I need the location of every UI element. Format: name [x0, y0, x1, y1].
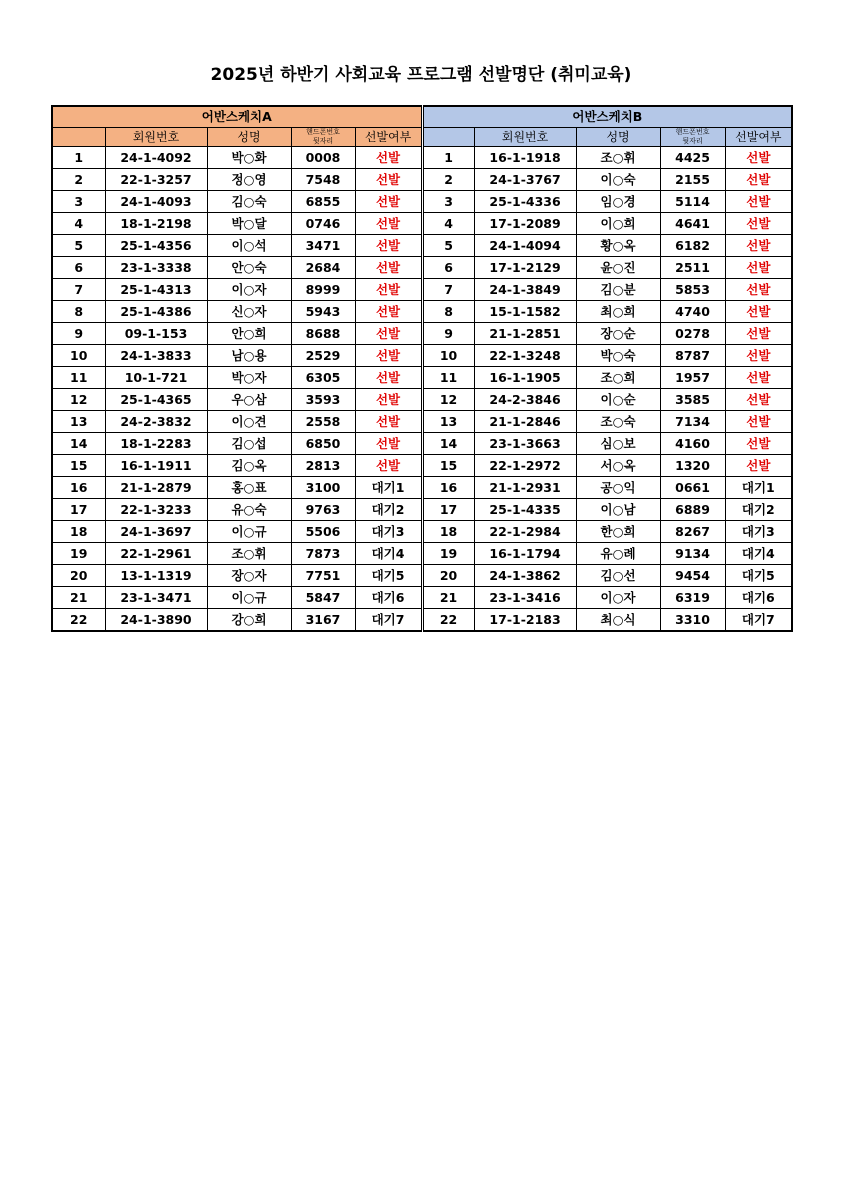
page-title: 2025년 하반기 사회교육 프로그램 선발명단 (취미교육): [210, 65, 632, 85]
row-number-a: 4: [52, 213, 105, 235]
row-number-b: 17: [422, 499, 474, 521]
table-row: [52, 521, 792, 543]
row-number-b: 18: [422, 521, 474, 543]
member-id-a: 24-1-3833: [105, 345, 207, 367]
row-number-b: 12: [422, 389, 474, 411]
phone-last4-a: 3593: [291, 389, 355, 411]
row-number-b: 6: [422, 257, 474, 279]
row-number-a: 17: [52, 499, 105, 521]
phone-last4-a: 8688: [291, 323, 355, 345]
member-id-b: 24-1-3849: [474, 279, 576, 301]
member-name-b: 장○순: [576, 323, 660, 345]
selection-status-a: 선발: [355, 345, 422, 367]
row-number-b: 5: [422, 235, 474, 257]
row-number-b: 10: [422, 345, 474, 367]
row-number-a: 13: [52, 411, 105, 433]
row-number-a: 18: [52, 521, 105, 543]
member-name-b: 조○숙: [576, 411, 660, 433]
table-row: [52, 279, 792, 301]
member-id-b: 22-1-3248: [474, 345, 576, 367]
member-id-a: 22-1-2961: [105, 543, 207, 565]
row-number-a: 8: [52, 301, 105, 323]
selection-status-a: 선발: [355, 455, 422, 477]
member-name-a: 안○희: [207, 323, 291, 345]
row-number-a: 20: [52, 565, 105, 587]
selection-status-a: 선발: [355, 411, 422, 433]
phone-last4-b: 4160: [660, 433, 725, 455]
phone-last4-a: 2684: [291, 257, 355, 279]
phone-last4-b: 4740: [660, 301, 725, 323]
member-id-b: 17-1-2183: [474, 609, 576, 632]
member-id-a: 24-2-3832: [105, 411, 207, 433]
row-number-a: 14: [52, 433, 105, 455]
member-name-b: 윤○진: [576, 257, 660, 279]
phone-last4-a: 2529: [291, 345, 355, 367]
table-row: [52, 499, 792, 521]
member-name-a: 박○달: [207, 213, 291, 235]
table-row: [52, 433, 792, 455]
row-number-a: 11: [52, 367, 105, 389]
col-header-status-b: 선발여부: [725, 128, 792, 147]
member-name-b: 공○익: [576, 477, 660, 499]
member-id-b: 17-1-2089: [474, 213, 576, 235]
selection-status-b: 선발: [725, 235, 792, 257]
phone-last4-b: 4641: [660, 213, 725, 235]
member-name-b: 이○숙: [576, 169, 660, 191]
row-number-a: 16: [52, 477, 105, 499]
phone-last4-b: 1957: [660, 367, 725, 389]
phone-last4-a: 5506: [291, 521, 355, 543]
member-name-a: 이○석: [207, 235, 291, 257]
selection-status-b: 선발: [725, 213, 792, 235]
phone-last4-b: 4425: [660, 147, 725, 169]
member-name-a: 우○삼: [207, 389, 291, 411]
selection-status-a: 대기6: [355, 587, 422, 609]
selection-status-b: 대기4: [725, 543, 792, 565]
row-number-a: 7: [52, 279, 105, 301]
selection-status-b: 대기6: [725, 587, 792, 609]
member-id-a: 18-1-2198: [105, 213, 207, 235]
member-name-b: 임○경: [576, 191, 660, 213]
table-row: [52, 191, 792, 213]
selection-status-a: 선발: [355, 257, 422, 279]
member-name-a: 이○규: [207, 521, 291, 543]
col-header-no-a: [52, 128, 105, 147]
member-name-b: 이○희: [576, 213, 660, 235]
row-number-b: 14: [422, 433, 474, 455]
member-id-a: 23-1-3471: [105, 587, 207, 609]
table-row: [52, 345, 792, 367]
row-number-a: 6: [52, 257, 105, 279]
member-id-b: 23-1-3663: [474, 433, 576, 455]
member-name-b: 최○식: [576, 609, 660, 632]
phone-last4-a: 9763: [291, 499, 355, 521]
member-id-a: 25-1-4313: [105, 279, 207, 301]
selection-status-a: 선발: [355, 235, 422, 257]
table-row: [52, 301, 792, 323]
member-id-b: 21-1-2851: [474, 323, 576, 345]
row-number-b: 1: [422, 147, 474, 169]
member-id-b: 24-1-3862: [474, 565, 576, 587]
phone-last4-b: 0278: [660, 323, 725, 345]
member-name-a: 박○자: [207, 367, 291, 389]
member-id-a: 22-1-3257: [105, 169, 207, 191]
member-id-b: 25-1-4336: [474, 191, 576, 213]
selection-status-a: 선발: [355, 191, 422, 213]
selection-status-b: 대기2: [725, 499, 792, 521]
selection-status-b: 선발: [725, 411, 792, 433]
selection-status-b: 선발: [725, 433, 792, 455]
selection-status-b: 선발: [725, 301, 792, 323]
phone-last4-a: 3100: [291, 477, 355, 499]
row-number-b: 15: [422, 455, 474, 477]
member-name-a: 김○옥: [207, 455, 291, 477]
col-header-member-id-b: 회원번호: [474, 128, 576, 147]
selection-status-a: 선발: [355, 279, 422, 301]
phone-last4-b: 1320: [660, 455, 725, 477]
row-number-a: 10: [52, 345, 105, 367]
phone-last4-b: 6319: [660, 587, 725, 609]
member-id-b: 16-1-1905: [474, 367, 576, 389]
row-number-b: 3: [422, 191, 474, 213]
selection-status-b: 선발: [725, 147, 792, 169]
row-number-a: 19: [52, 543, 105, 565]
col-header-status-a: 선발여부: [355, 128, 422, 147]
selection-status-a: 대기3: [355, 521, 422, 543]
selection-status-b: 선발: [725, 257, 792, 279]
member-name-a: 남○용: [207, 345, 291, 367]
member-id-b: 21-1-2846: [474, 411, 576, 433]
table-row: [52, 477, 792, 499]
selection-status-b: 선발: [725, 367, 792, 389]
row-number-b: 16: [422, 477, 474, 499]
member-name-b: 김○선: [576, 565, 660, 587]
selection-status-a: 대기5: [355, 565, 422, 587]
row-number-a: 12: [52, 389, 105, 411]
member-name-b: 한○희: [576, 521, 660, 543]
member-id-b: 15-1-1582: [474, 301, 576, 323]
member-id-a: 18-1-2283: [105, 433, 207, 455]
member-id-a: 25-1-4386: [105, 301, 207, 323]
table-row: [52, 213, 792, 235]
row-number-b: 9: [422, 323, 474, 345]
phone-last4-b: 7134: [660, 411, 725, 433]
col-header-name-a: 성명: [207, 128, 291, 147]
member-id-a: 21-1-2879: [105, 477, 207, 499]
phone-last4-a: 7548: [291, 169, 355, 191]
row-number-b: 22: [422, 609, 474, 632]
selection-status-b: 선발: [725, 279, 792, 301]
phone-last4-a: 8999: [291, 279, 355, 301]
col-header-phone-b: [660, 128, 725, 147]
member-id-b: 24-2-3846: [474, 389, 576, 411]
member-id-a: 22-1-3233: [105, 499, 207, 521]
table-row: [52, 411, 792, 433]
member-id-a: 25-1-4356: [105, 235, 207, 257]
selection-status-a: 선발: [355, 433, 422, 455]
phone-last4-b: 9454: [660, 565, 725, 587]
row-number-a: 15: [52, 455, 105, 477]
member-name-a: 이○견: [207, 411, 291, 433]
row-number-a: 1: [52, 147, 105, 169]
member-name-a: 김○숙: [207, 191, 291, 213]
selection-status-a: 선발: [355, 169, 422, 191]
col-header-member-id-a: 회원번호: [105, 128, 207, 147]
selection-status-a: 선발: [355, 213, 422, 235]
phone-last4-a: 6305: [291, 367, 355, 389]
member-name-a: 이○규: [207, 587, 291, 609]
phone-last4-b: 5853: [660, 279, 725, 301]
member-id-a: 10-1-721: [105, 367, 207, 389]
col-header-phone-b-label: 핸드폰번호 뒷자리: [675, 128, 710, 145]
row-number-b: 7: [422, 279, 474, 301]
selection-roster-table: [51, 105, 793, 632]
row-number-b: 13: [422, 411, 474, 433]
member-id-a: 09-1-153: [105, 323, 207, 345]
row-number-a: 2: [52, 169, 105, 191]
phone-last4-b: 8267: [660, 521, 725, 543]
row-number-b: 11: [422, 367, 474, 389]
phone-last4-b: 2511: [660, 257, 725, 279]
member-name-b: 이○남: [576, 499, 660, 521]
selection-status-a: 선발: [355, 147, 422, 169]
phone-last4-b: 5114: [660, 191, 725, 213]
row-number-a: 5: [52, 235, 105, 257]
table-row: [52, 147, 792, 169]
selection-status-b: 선발: [725, 169, 792, 191]
selection-status-a: 선발: [355, 301, 422, 323]
phone-last4-a: 5943: [291, 301, 355, 323]
phone-last4-a: 7751: [291, 565, 355, 587]
row-number-a: 3: [52, 191, 105, 213]
selection-status-a: 대기1: [355, 477, 422, 499]
member-id-a: 24-1-3697: [105, 521, 207, 543]
column-header-row: [52, 128, 792, 147]
row-number-a: 21: [52, 587, 105, 609]
member-name-a: 정○영: [207, 169, 291, 191]
row-number-b: 4: [422, 213, 474, 235]
table-row: [52, 587, 792, 609]
member-name-a: 이○자: [207, 279, 291, 301]
table-row: [52, 455, 792, 477]
selection-status-b: 선발: [725, 455, 792, 477]
member-name-b: 김○분: [576, 279, 660, 301]
member-name-a: 신○자: [207, 301, 291, 323]
table-row: [52, 323, 792, 345]
table-row: [52, 169, 792, 191]
member-name-a: 강○희: [207, 609, 291, 632]
member-name-b: 유○례: [576, 543, 660, 565]
phone-last4-b: 0661: [660, 477, 725, 499]
selection-status-b: 선발: [725, 389, 792, 411]
table-row: [52, 257, 792, 279]
selection-status-a: 대기4: [355, 543, 422, 565]
col-header-no-b: [422, 128, 474, 147]
table-row: [52, 543, 792, 565]
member-id-a: 23-1-3338: [105, 257, 207, 279]
member-name-b: 서○옥: [576, 455, 660, 477]
phone-last4-b: 8787: [660, 345, 725, 367]
member-name-b: 황○옥: [576, 235, 660, 257]
member-name-a: 홍○표: [207, 477, 291, 499]
col-header-name-b: 성명: [576, 128, 660, 147]
member-name-a: 조○휘: [207, 543, 291, 565]
member-name-b: 조○희: [576, 367, 660, 389]
selection-status-b: 선발: [725, 345, 792, 367]
selection-status-b: 선발: [725, 191, 792, 213]
phone-last4-a: 7873: [291, 543, 355, 565]
member-id-b: 23-1-3416: [474, 587, 576, 609]
member-id-b: 22-1-2972: [474, 455, 576, 477]
phone-last4-a: 5847: [291, 587, 355, 609]
member-name-a: 안○숙: [207, 257, 291, 279]
table-row: [52, 367, 792, 389]
member-name-b: 이○자: [576, 587, 660, 609]
member-name-b: 최○희: [576, 301, 660, 323]
selection-status-a: 선발: [355, 389, 422, 411]
member-id-b: 24-1-4094: [474, 235, 576, 257]
selection-status-b: 선발: [725, 323, 792, 345]
row-number-b: 2: [422, 169, 474, 191]
selection-status-a: 선발: [355, 323, 422, 345]
selection-status-a: 선발: [355, 367, 422, 389]
member-id-b: 16-1-1794: [474, 543, 576, 565]
phone-last4-a: 3167: [291, 609, 355, 632]
phone-last4-b: 6182: [660, 235, 725, 257]
selection-status-a: 대기7: [355, 609, 422, 632]
member-id-b: 17-1-2129: [474, 257, 576, 279]
phone-last4-a: 2558: [291, 411, 355, 433]
member-id-a: 24-1-4092: [105, 147, 207, 169]
phone-last4-a: 2813: [291, 455, 355, 477]
row-number-b: 21: [422, 587, 474, 609]
selection-status-b: 대기1: [725, 477, 792, 499]
phone-last4-b: 3310: [660, 609, 725, 632]
member-name-b: 박○숙: [576, 345, 660, 367]
member-id-a: 25-1-4365: [105, 389, 207, 411]
phone-last4-a: 3471: [291, 235, 355, 257]
table-row: [52, 235, 792, 257]
selection-status-b: 대기7: [725, 609, 792, 632]
group-b-title: 어반스케치B: [422, 106, 792, 128]
selection-status-b: 대기3: [725, 521, 792, 543]
group-a-title: 어반스케치A: [52, 106, 422, 128]
member-name-a: 박○화: [207, 147, 291, 169]
member-name-b: 조○휘: [576, 147, 660, 169]
group-header-row: [52, 106, 792, 128]
member-name-b: 심○보: [576, 433, 660, 455]
phone-last4-a: 6850: [291, 433, 355, 455]
phone-last4-a: 6855: [291, 191, 355, 213]
member-name-a: 김○섭: [207, 433, 291, 455]
member-id-b: 22-1-2984: [474, 521, 576, 543]
col-header-phone-a-label: 핸드폰번호 뒷자리: [306, 128, 340, 145]
phone-last4-b: 3585: [660, 389, 725, 411]
member-name-a: 장○자: [207, 565, 291, 587]
phone-last4-b: 9134: [660, 543, 725, 565]
row-number-b: 19: [422, 543, 474, 565]
table-row: [52, 565, 792, 587]
member-id-a: 24-1-3890: [105, 609, 207, 632]
row-number-b: 8: [422, 301, 474, 323]
table-row: [52, 609, 792, 632]
member-id-a: 13-1-1319: [105, 565, 207, 587]
member-id-b: 16-1-1918: [474, 147, 576, 169]
table-row: [52, 389, 792, 411]
member-id-b: 25-1-4335: [474, 499, 576, 521]
row-number-a: 22: [52, 609, 105, 632]
phone-last4-b: 6889: [660, 499, 725, 521]
row-number-b: 20: [422, 565, 474, 587]
member-id-b: 21-1-2931: [474, 477, 576, 499]
member-name-a: 유○숙: [207, 499, 291, 521]
phone-last4-a: 0008: [291, 147, 355, 169]
member-name-b: 이○순: [576, 389, 660, 411]
member-id-a: 24-1-4093: [105, 191, 207, 213]
member-id-b: 24-1-3767: [474, 169, 576, 191]
selection-status-a: 대기2: [355, 499, 422, 521]
selection-status-b: 대기5: [725, 565, 792, 587]
phone-last4-a: 0746: [291, 213, 355, 235]
member-id-a: 16-1-1911: [105, 455, 207, 477]
phone-last4-b: 2155: [660, 169, 725, 191]
row-number-a: 9: [52, 323, 105, 345]
col-header-phone-a: [291, 128, 355, 147]
